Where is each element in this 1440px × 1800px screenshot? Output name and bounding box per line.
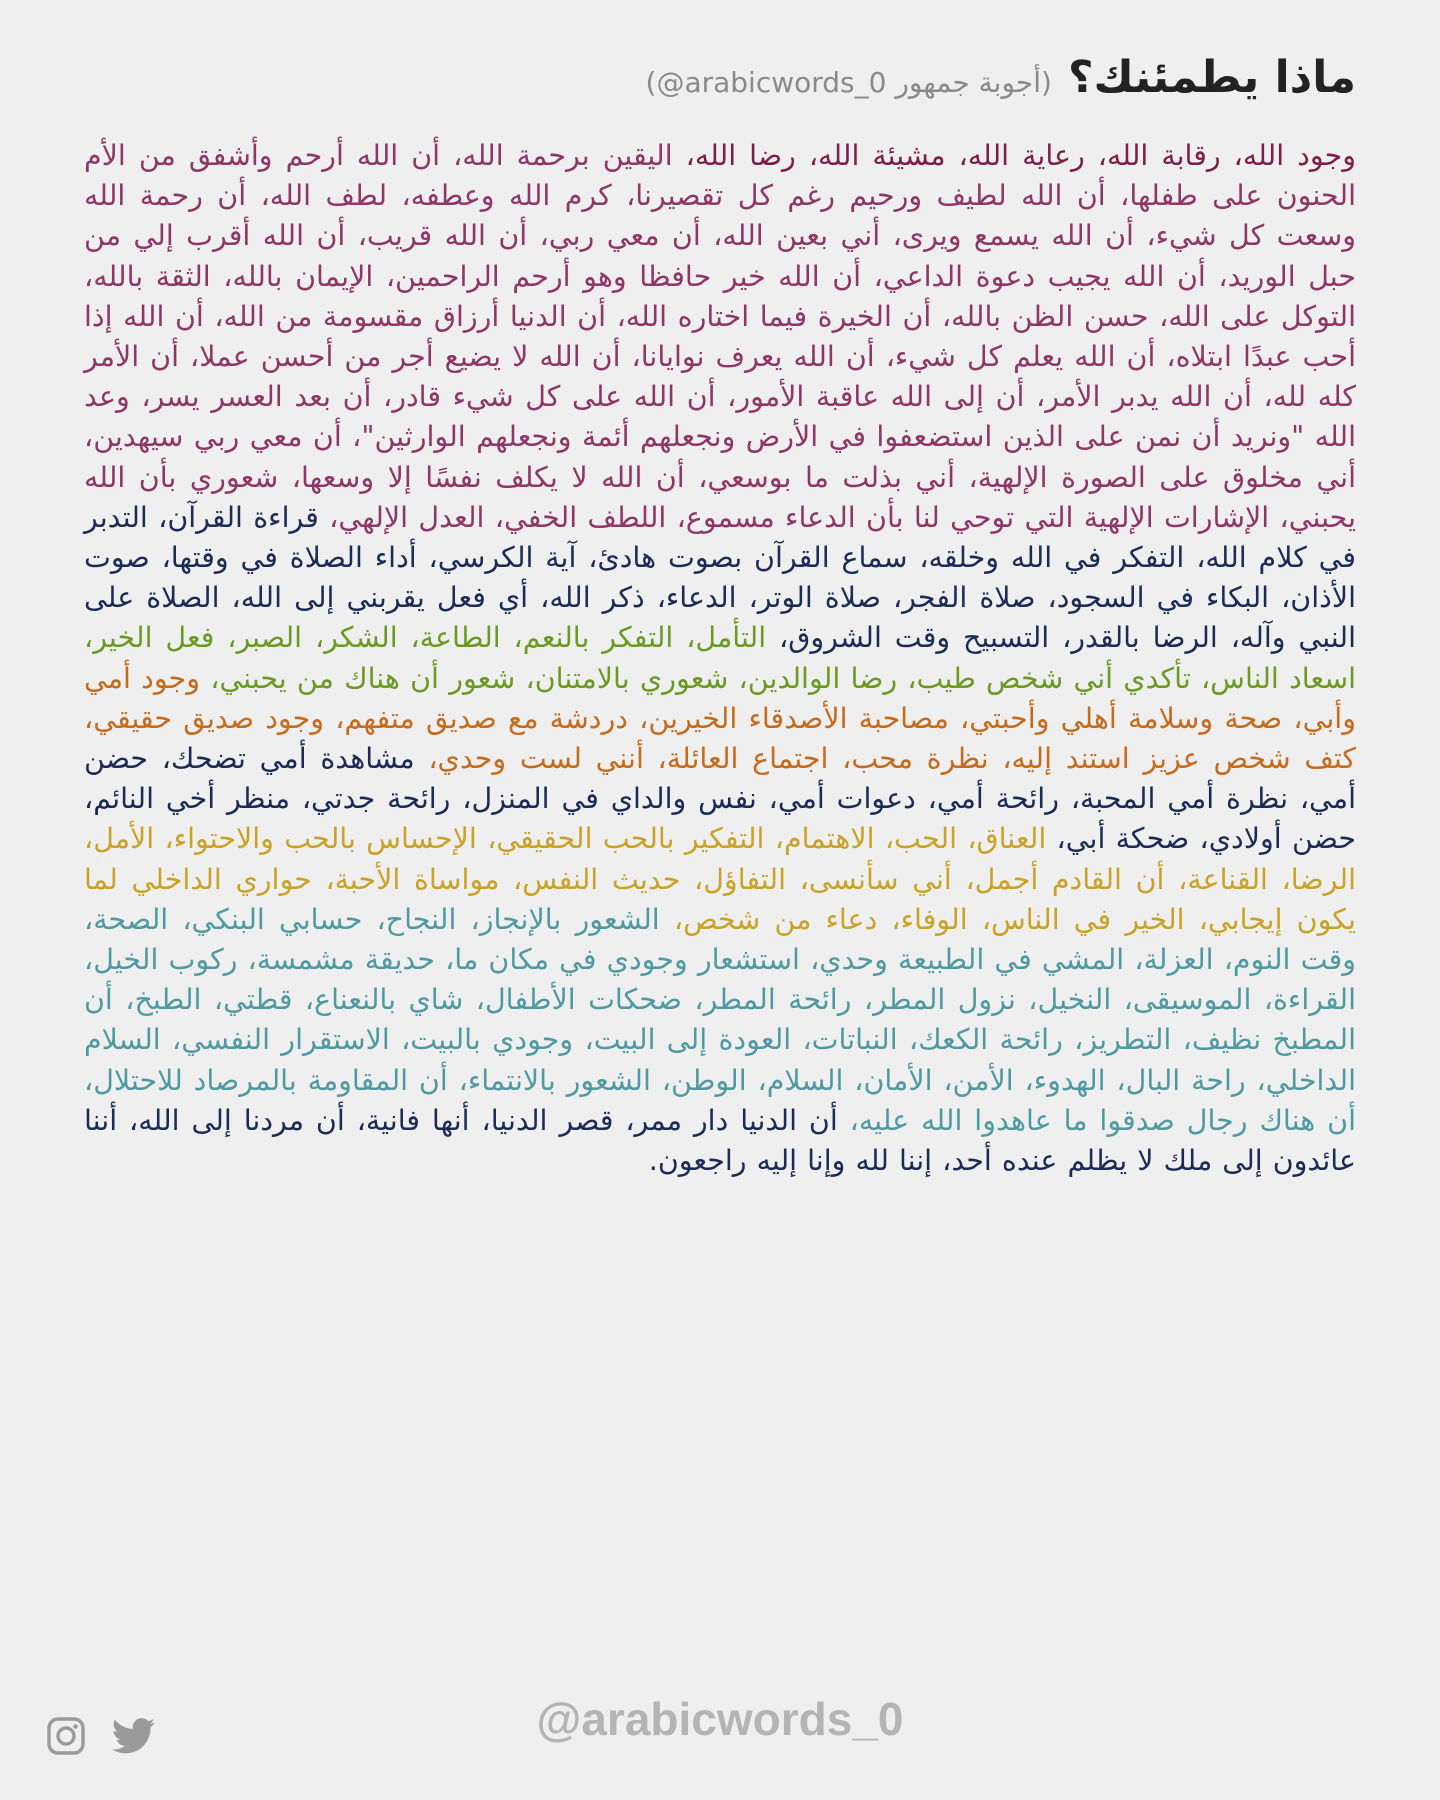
instagram-icon[interactable] [46,1716,86,1756]
twitter-icon[interactable] [112,1718,156,1754]
segment-daily-life: الشعور بالإنجاز، النجاح، حسابي البنكي، الصحة، وقت النوم، العزلة، المشي في الطبيعة وحدي، استشعار وجودي في مكان ما، حديقة مشمسة، ركوب الخيل، القراءة، الموسيقى، النخيل، نزول المطر، رائحة المطر، ضحكات الأطفال، شاي بالنعناع، قطتي، الطبخ، أن المطبخ نظيف، التطريز، رائحة الكعك، النباتات، العودة إلى البيت، وجودي بالبيت، الاستقرار النفسي، السلام الداخلي، راحة البال، الهدوء، الأمن، الأمان، السلام، الوطن، الشعور بالانتماء، أن المقاومة بالمرصاد للاحتلال، أن هناك رجال صدقوا ما عاهدوا الله عليه، [84,902,1357,1137]
segment-family-friends: وجود أمي وأبي، صحة وسلامة أهلي وأحبتي، مصاحبة الأصدقاء الخيرين، دردشة مع صديق متفهم، وجود صديق حقيقي، كتف شخص عزيز استند إليه، نظرة محب، اجتماع العائلة، أنني لست وحدي، [84,661,1357,776]
segment-good-deeds: التأمل، التفكر بالنعم، الطاعة، الشكر، الصبر، فعل الخير، اسعاد الناس، تأكدي أني شخص طيب، رضا الوالدين، شعوري بالامتنان، شعور أن هناك من يحبني، [84,621,1356,695]
page-title: ماذا يطمئنك؟ [1067,52,1356,103]
segment-faith-in-god: اليقين برحمة الله، أن الله أرحم وأشفق من الأم الحنون على طفلها، أن الله لطيف ورحيم رغم كل تقصيرنا، كرم الله وعطفه، لطف الله، أن رحمة الله وسعت كل شيء، أن الله يسمع ويرى، أني بعين الله، أن معي ربي، أن الله قريب، أن الله أقرب إلي من حبل الوريد، أن الله يجيب دعوة الداعي، أن الله خير حافظا وهو أرحم الراحمين، الإيمان بالله، الثقة بالله، التوكل على الله، حسن الظن بالله، أن الخيرة فيما اختاره الله، أن الدنيا أرزاق مقسومة من الله، أن الله إذا أحب عبدًا ابتلاه، أن الله يعلم كل شيء، أن الله يعرف نوايانا، أن الله لا يضيع أجر من أحسن عملا، أن الأمر كله لله، أن الله يدبر الأمر، أن إلى الله عاقبة الأمور، أن الله على كل شيء قادر، أن بعد العسر يسر، وعد الله "ونريد أن نمن على الذين استضعفوا في الأرض ونجعلهم أئمة ونجعلهم الوارثين"، أن معي ربي سيهدين، أني مخلوق على الصورة الإلهية، أني بذلت ما بوسعي، أن الله لا يكلف نفسًا إلا وسعها، شعوري بأن الله يحبني، الإشارات الإلهية التي توحي لنا بأن الدعاء مسموع، اللطف الخفي، العدل الإلهي، [84,139,1356,534]
segment-feelings: العناق، الحب، الاهتمام، التفكير بالحب الحقيقي، الإحساس بالحب والاحتواء، الأمل، الرضا، القناعة، أن القادم أجمل، أني سأنسى، التفاؤل، حديث النفس، مواساة الأحبة، حواري الداخلي لما يكون إيجابي، الخير في الناس، الوفاء، دعاء من شخص، [84,822,1356,936]
segment-afterlife: أن الدنيا دار ممر، قصر الدنيا، أنها فانية، أن مردنا إلى الله، أننا عائدون إلى ملك لا يظلم عنده أحد، إننا لله وإنا إليه راجعون. [84,1103,1356,1178]
answers-paragraph [84,136,1356,1181]
footer-handle[interactable]: @arabicwords_0 [536,1693,904,1745]
segment-family-moments: مشاهدة أمي تضحك، حضن أمي، نظرة أمي المحبة، رائحة أمي، دعوات أمي، نفس والداي في المنزل، رائحة جدتي، منظر أخي النائم، حضن أولادي، ضحكة أبي، [84,742,1356,856]
page-subtitle: (أجوبة جمهور arabicwords_0@) [645,66,1052,99]
segment-god-attributes: وجود الله، رقابة الله، رعاية الله، مشيئة الله، رضا الله، [672,139,1356,172]
segment-worship: قراءة القرآن، التدبر في كلام الله، التفكر في الله وخلقه، سماع القرآن بصوت هادئ، آية الكرسي، أداء الصلاة في وقتها، صوت الأذان، البكاء في السجود، صلاة الفجر، صلاة الوتر، الدعاء، ذكر الله، أي فعل يقربني إلى الله، الصلاة على النبي وآله، الرضا بالقدر، التسبيح وقت الشروق، [84,500,1356,655]
social-icons [46,1716,156,1756]
header [84,52,1356,103]
